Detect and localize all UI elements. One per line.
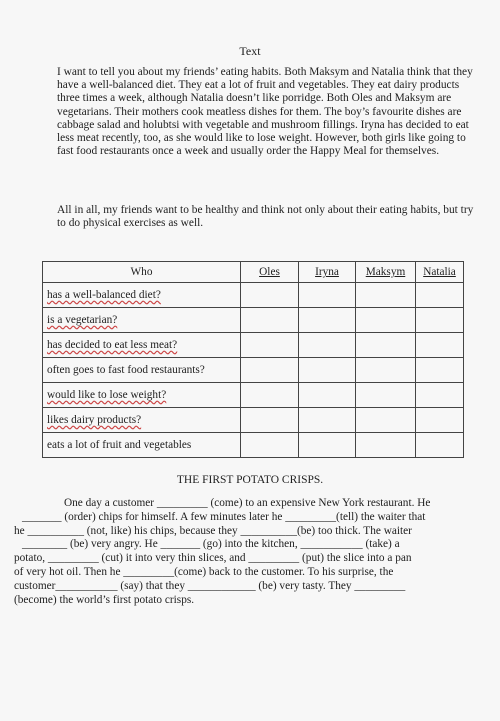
answer-cell-maksym[interactable] (356, 383, 416, 408)
answer-cell-iryna[interactable] (299, 358, 356, 383)
answer-cell-natalia[interactable] (416, 358, 464, 383)
header-who: Who (43, 262, 241, 283)
answer-cell-natalia[interactable] (416, 308, 464, 333)
question-cell: likes dairy products? (43, 408, 241, 433)
table-row (43, 433, 464, 458)
answer-cell-iryna[interactable] (299, 283, 356, 308)
table-row (43, 308, 464, 333)
answer-cell-maksym[interactable] (356, 408, 416, 433)
answer-cell-oles[interactable] (241, 308, 299, 333)
answer-cell-natalia[interactable] (416, 333, 464, 358)
story-line: (become) the world’s first potato crisps. (14, 593, 195, 606)
story-line: potato, _________ (cut) it into very thin slices, and _________ (put) the slice into a pan (14, 552, 412, 565)
gap-fill-story (14, 497, 484, 607)
question-cell: would like to lose weight? (43, 383, 241, 408)
answer-cell-maksym[interactable] (356, 358, 416, 383)
table-row (43, 358, 464, 383)
story-title: THE FIRST POTATO CRISPS. (176, 474, 324, 486)
answer-cell-natalia[interactable] (416, 283, 464, 308)
who-table (42, 261, 464, 458)
story-line: One day a customer _________ (come) to an expensive New York restaurant. He (64, 497, 431, 509)
question-cell: is a vegetarian? (43, 308, 241, 333)
story-line: _______ (order) chips for himself. A few minutes later he _________(tell) the waiter that (22, 510, 426, 523)
answer-cell-oles[interactable] (241, 358, 299, 383)
answer-cell-natalia[interactable] (416, 383, 464, 408)
story-line: he __________ (not, like) his chips, because they __________(be) too thick. The waiter (14, 524, 412, 537)
answer-cell-iryna[interactable] (299, 433, 356, 458)
header-maksym: Maksym (356, 262, 416, 283)
story-line: ________ (be) very angry. He _______ (go) into the kitchen, ___________ (take) a (22, 538, 400, 551)
text-paragraph-1: I want to tell you about my friends’ eating habits. Both Maksym and Natalia think that they have a well-balanced diet. They eat a lot of fruit and vegetables. They eat dairy products three times a week, although Natalia doesn’t like porridge. Both Oles and Maksym are vegetarians. Their mothers cook meatless dishes for them. The boy’s favourite dishes are cabbage salad and holubtsi with vegetable and mushroom fillings. Iryna has decided to eat less meat recently, too, as she would like to lose weight. However, both girls like going to fast food restaurants once a week and usually order the Happy Meal for themselves. (57, 66, 473, 158)
header-natalia: Natalia (416, 262, 464, 283)
story-line: of very hot oil. Then he _________(come) back to the customer. To his surprise, the (14, 565, 394, 578)
question-cell: has a well-balanced diet? (43, 283, 241, 308)
table-header-row (43, 262, 464, 283)
text-paragraph-2: All in all, my friends want to be healthy and think not only about their eating habits, but try to do physical exercises as well. (57, 204, 474, 230)
question-cell: eats a lot of fruit and vegetables (43, 433, 241, 458)
answer-cell-oles[interactable] (241, 408, 299, 433)
answer-cell-iryna[interactable] (299, 408, 356, 433)
answer-cell-maksym[interactable] (356, 283, 416, 308)
answer-cell-oles[interactable] (241, 383, 299, 408)
answer-cell-maksym[interactable] (356, 333, 416, 358)
table-row (43, 283, 464, 308)
table-row (43, 408, 464, 433)
header-oles: Oles (241, 262, 299, 283)
answer-cell-oles[interactable] (241, 283, 299, 308)
answer-cell-iryna[interactable] (299, 383, 356, 408)
table-row (43, 383, 464, 408)
answer-cell-oles[interactable] (241, 333, 299, 358)
question-cell: has decided to eat less meat? (43, 333, 241, 358)
answer-cell-maksym[interactable] (356, 308, 416, 333)
question-cell: often goes to fast food restaurants? (43, 358, 241, 383)
answer-cell-natalia[interactable] (416, 433, 464, 458)
answer-cell-oles[interactable] (241, 433, 299, 458)
answer-cell-iryna[interactable] (299, 333, 356, 358)
table-row (43, 333, 464, 358)
answer-cell-iryna[interactable] (299, 308, 356, 333)
header-iryna: Iryna (299, 262, 356, 283)
answer-cell-maksym[interactable] (356, 433, 416, 458)
story-line: customer___________ (say) that they ____________ (be) very tasty. They _________ (14, 579, 406, 592)
text-heading: Text (239, 44, 261, 58)
answer-cell-natalia[interactable] (416, 408, 464, 433)
